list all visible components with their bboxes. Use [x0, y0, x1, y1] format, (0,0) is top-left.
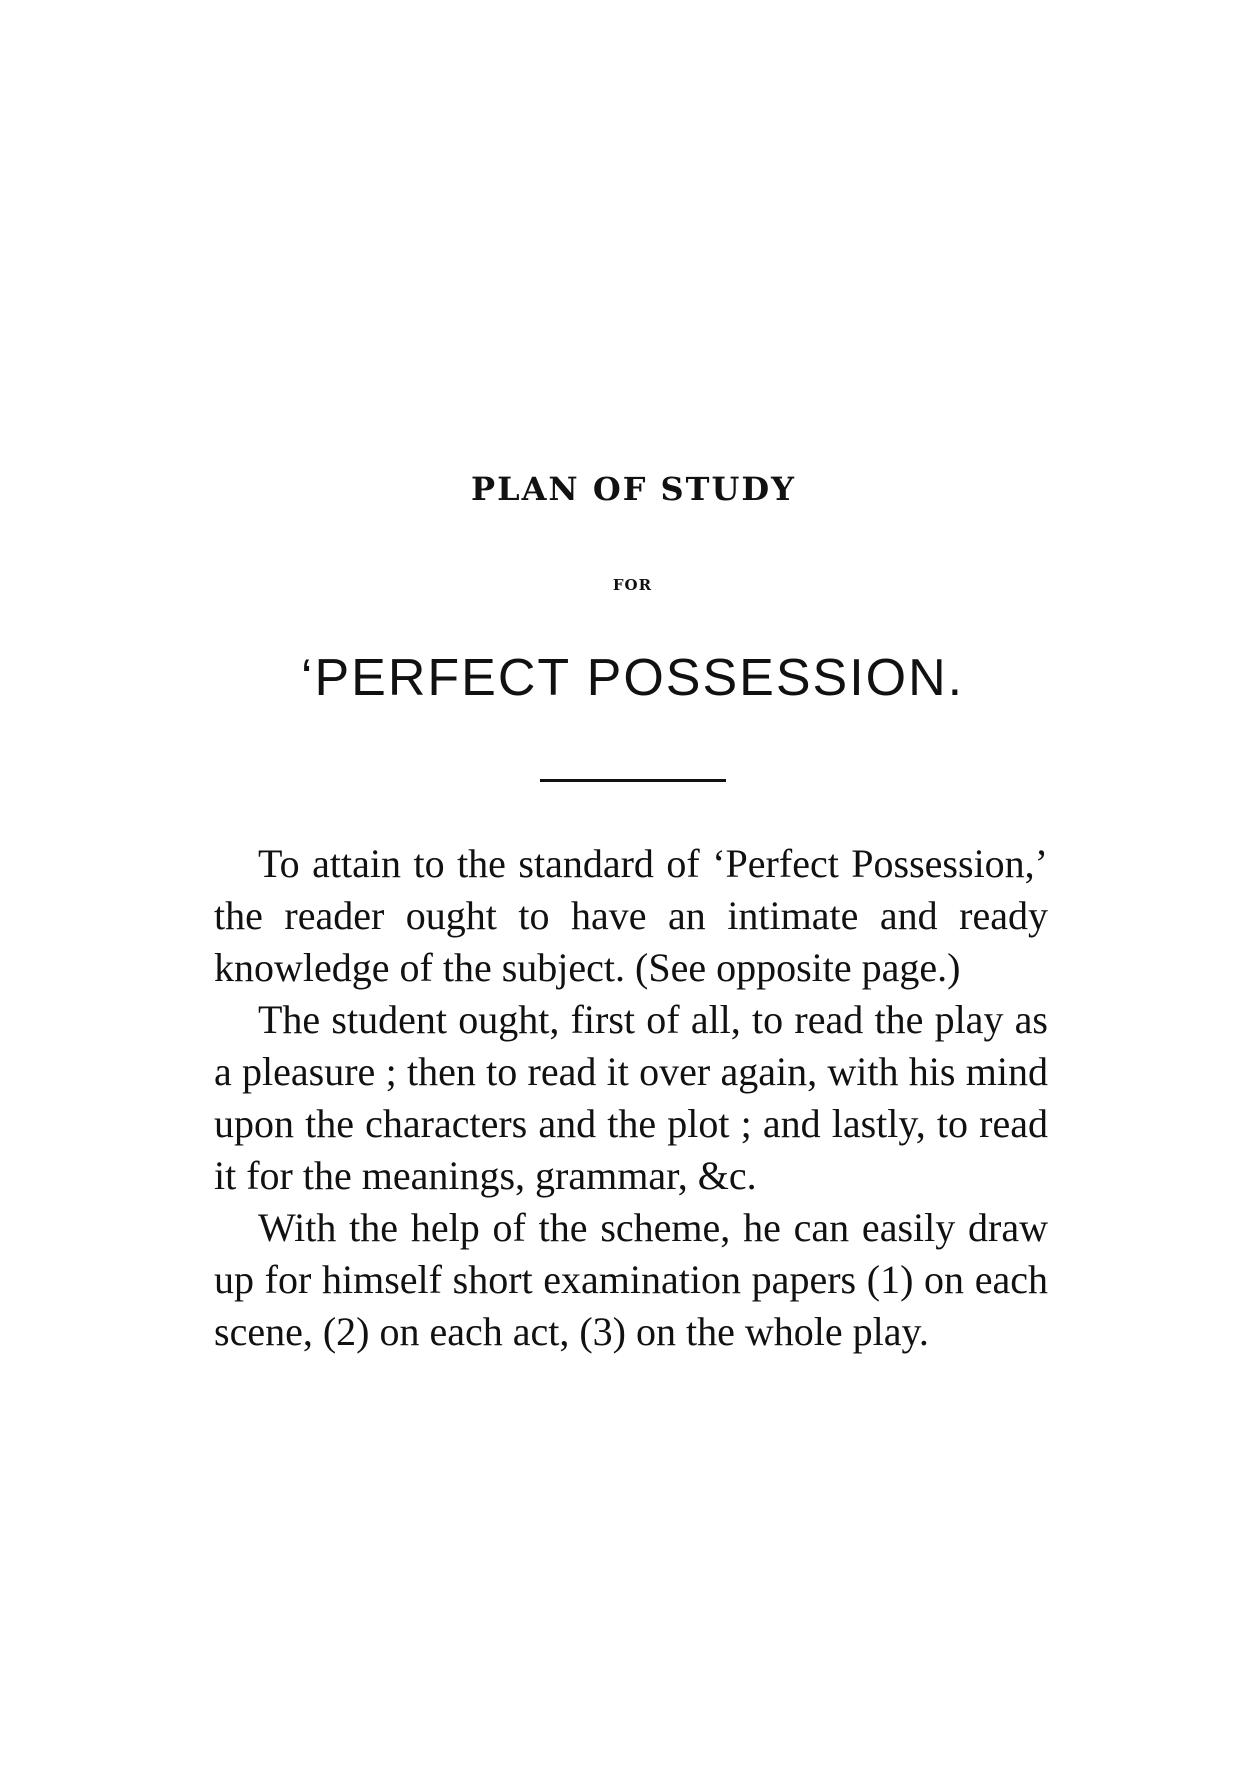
for-subheading: FOR [612, 576, 653, 594]
title-divider [540, 779, 726, 782]
paragraph-examination-papers: With the help of the scheme, he can easily draw up for himself short examination papers (1) on each scene, (2) on each act, (3) on the whole play. [214, 1205, 1048, 1354]
paragraph-standard: To attain to the standard of ‘Perfect Possession,’ the reader ought to have an intimate and ready knowledge of the subject. (See opposite page.) [214, 841, 1048, 990]
body-text [214, 838, 1048, 1358]
page-title: ‘PERFECT POSSESSION. [300, 649, 965, 707]
paragraph-reading-method: The student ought, first of all, to read the play as a pleasure ; then to read it over again, with his mind upon the characters and the plot ; and lastly, to read it for the meanings, grammar, &c. [214, 997, 1048, 1198]
plan-of-study-heading: PLAN OF STUDY [471, 470, 796, 508]
